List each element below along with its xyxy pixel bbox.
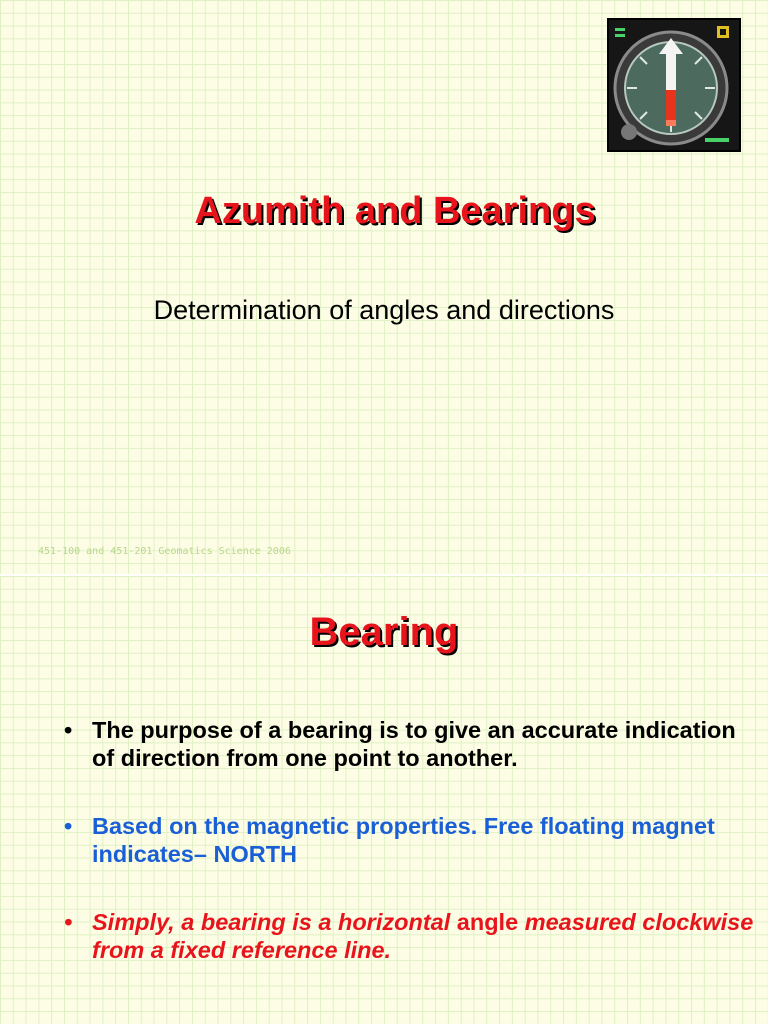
bullet-item [64, 908, 754, 964]
bullet-list [64, 716, 754, 1004]
bullet-icon: • [64, 909, 73, 935]
compass-icon [607, 18, 741, 152]
slide-bearing [0, 576, 768, 1024]
bullet-text-part: Simply, a bearing is a horizontal [92, 909, 457, 935]
slide-subtitle: Determination of angles and directions [153, 295, 615, 325]
slide-heading-bearing: Bearing [309, 610, 459, 654]
slide-title-heading: Azumith and Bearings [194, 190, 596, 232]
bullet-icon: • [64, 813, 73, 839]
bullet-item [64, 716, 754, 772]
bullet-text: The purpose of a bearing is to give an accurate indication of direction from one point to another. [92, 717, 736, 771]
bullet-text: Based on the magnetic properties. Free floating magnet indicates– NORTH [92, 813, 715, 867]
bullet-text-part: measured clockwise from a fixed reference line. [92, 909, 754, 963]
bullet-item [64, 812, 754, 868]
bullet-icon: • [64, 717, 73, 743]
bullet-text-emphasis: angle [456, 909, 519, 935]
slide-footer: 451-100 and 451-201 Geomatics Science 2006 [38, 546, 291, 557]
